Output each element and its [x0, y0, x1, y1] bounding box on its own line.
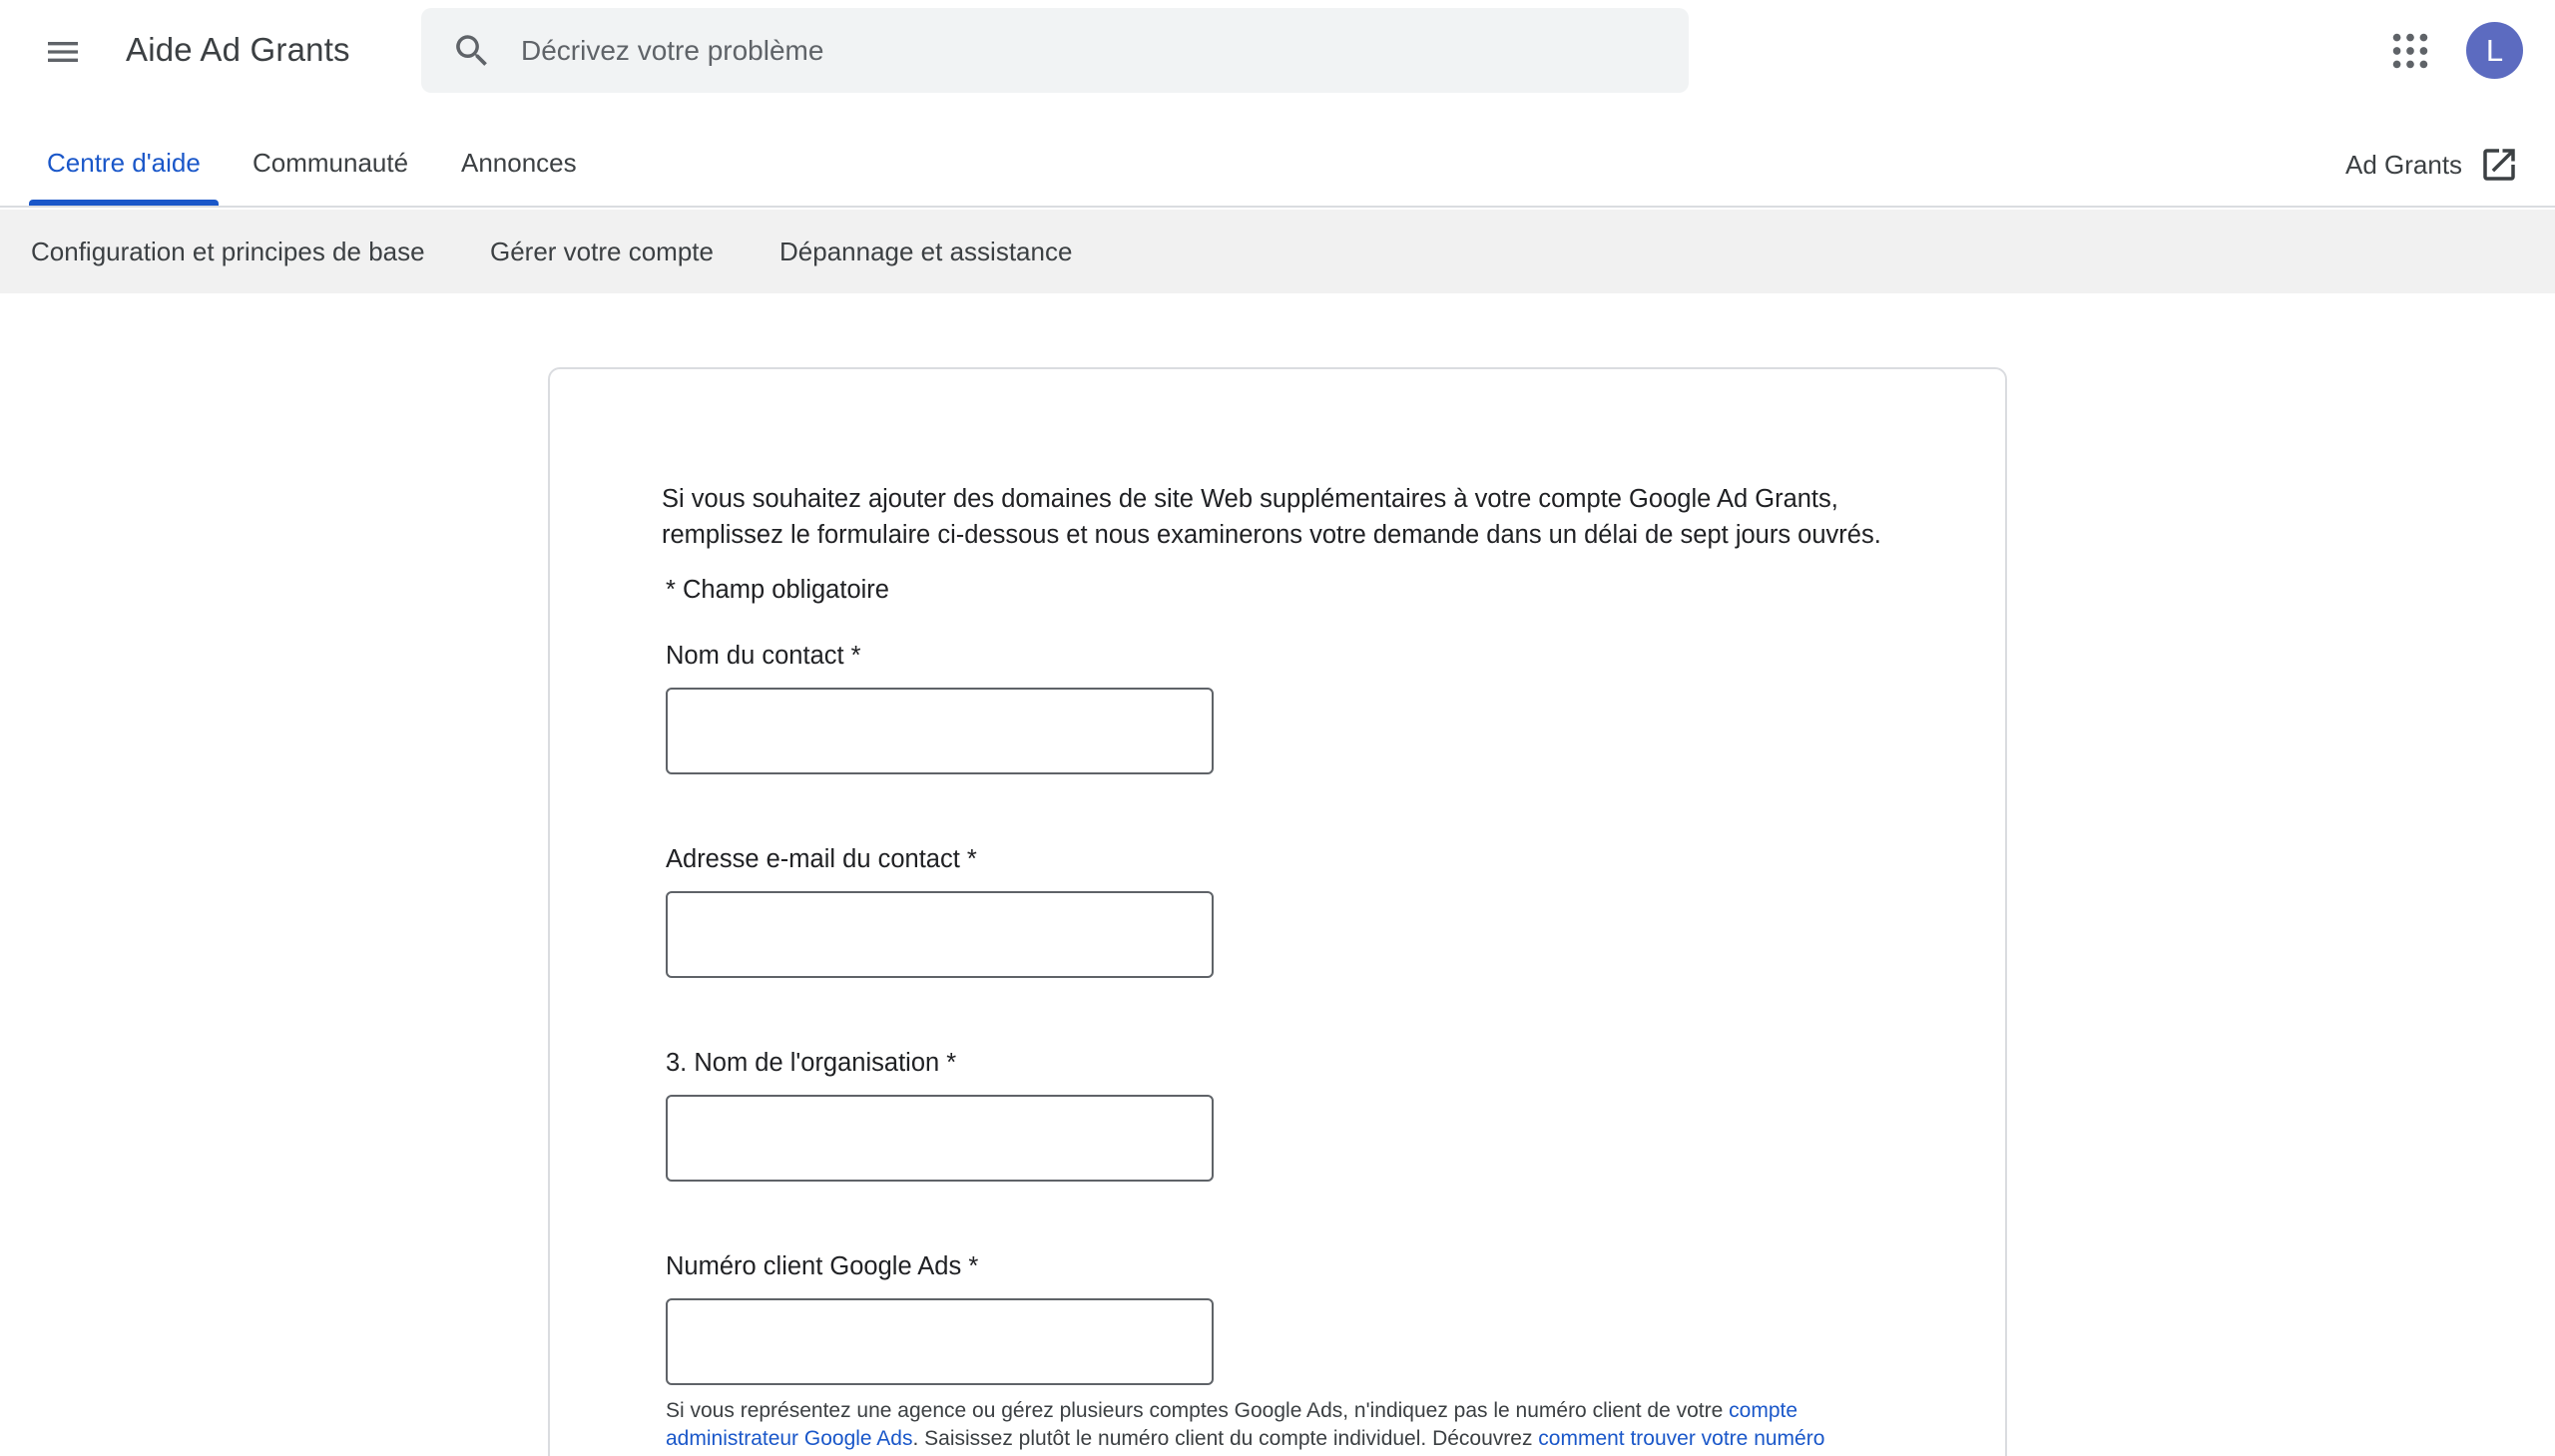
tab-community[interactable]: Communauté [253, 148, 409, 178]
help-text-part-2: . Saisissez plutôt le numéro client du compte individuel. Découvrez [912, 1427, 1539, 1450]
active-tab-indicator [29, 200, 219, 206]
organization-name-input[interactable] [666, 1095, 1214, 1182]
google-ads-id-label: Numéro client Google Ads * [666, 1252, 979, 1280]
open-in-new-icon [2478, 144, 2520, 186]
manager-account-link[interactable]: compte administrateur Google Ads [666, 1399, 1798, 1450]
google-ads-id-help [666, 1397, 1923, 1453]
top-app-bar [0, 0, 2555, 104]
contact-name-label: Nom du contact * [666, 642, 861, 670]
nav-manage-account[interactable]: Gérer votre compte [490, 237, 714, 266]
search-box[interactable] [421, 8, 1689, 93]
form-intro: Si vous souhaitez ajouter des domaines de site Web supplémentaires à votre compte Google Ad Grants, remplissez le formulaire ci-dessous et nous examinerons votre demande dans un délai de sept jours ouvrés. [662, 485, 1881, 549]
request-form-card [548, 367, 2007, 1456]
account-avatar[interactable]: L [2466, 22, 2523, 79]
ad-grants-link-label: Ad Grants [2345, 149, 2463, 180]
contact-email-input[interactable] [666, 891, 1214, 978]
search-icon[interactable] [451, 30, 493, 72]
google-apps-icon[interactable] [2387, 28, 2433, 74]
ad-grants-external-link[interactable] [2345, 144, 2520, 186]
nav-setup-basics[interactable]: Configuration et principes de base [31, 237, 425, 266]
help-text-part-1: Si vous représentez une agence ou gérez plusieurs comptes Google Ads, n'indiquez pas le numéro client de votre [666, 1399, 1730, 1422]
google-ads-id-input[interactable] [666, 1298, 1214, 1385]
hamburger-menu-icon [43, 32, 83, 72]
required-field-note: * Champ obligatoire [666, 576, 889, 604]
organization-name-label: 3. Nom de l'organisation * [666, 1049, 957, 1077]
nav-troubleshooting[interactable]: Dépannage et assistance [779, 237, 1073, 266]
main-menu-button[interactable] [30, 22, 96, 82]
tab-help-center[interactable]: Centre d'aide [47, 148, 201, 178]
tab-announcements[interactable]: Annonces [461, 148, 577, 178]
contact-email-label: Adresse e-mail du contact * [666, 845, 977, 873]
app-title[interactable]: Aide Ad Grants [126, 31, 350, 68]
find-customer-id-link[interactable]: comment trouver votre numéro [1538, 1427, 1825, 1450]
contact-name-input[interactable] [666, 688, 1214, 774]
product-tabs [0, 130, 2555, 208]
search-input[interactable] [521, 8, 1669, 93]
category-nav [0, 210, 2555, 293]
